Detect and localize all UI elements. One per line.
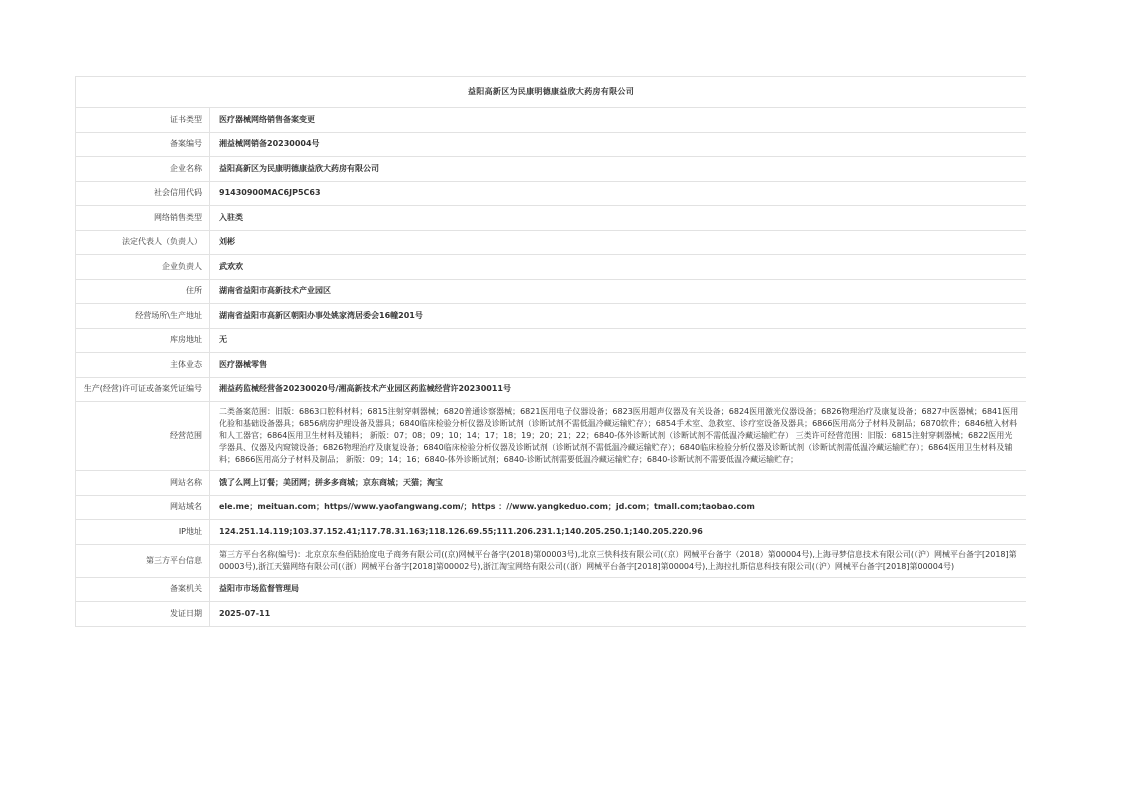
certificate-type-label: 证书类型 (76, 108, 210, 133)
warehouse-address-label: 库房地址 (76, 328, 210, 353)
row-ip-address (76, 520, 1027, 545)
filing-number-value: 湘益械网销备20230004号 (210, 132, 1027, 157)
residence-label: 住所 (76, 279, 210, 304)
row-business-scope (76, 402, 1027, 471)
filing-number-label: 备案编号 (76, 132, 210, 157)
row-website-name (76, 471, 1027, 496)
filing-authority-label: 备案机关 (76, 577, 210, 602)
row-sales-type (76, 206, 1027, 231)
residence-value: 湖南省益阳市高新技术产业园区 (210, 279, 1027, 304)
row-warehouse-address (76, 328, 1027, 353)
website-domain-value: ele.me；meituan.com；https//www.yaofangwang.com/；https ：//www.yangkeduo.com；jd.com；tmall.com;taobao.com (210, 495, 1027, 520)
row-filing-authority (76, 577, 1027, 602)
license-number-value: 湘益药监械经营备20230020号/湘高新技术产业园区药监械经营许20230011号 (210, 377, 1027, 402)
website-domain-label: 网站域名 (76, 495, 210, 520)
warehouse-address-value: 无 (210, 328, 1027, 353)
issue-date-value: 2025-07-11 (210, 602, 1027, 627)
business-scope-label: 经营范围 (76, 402, 210, 471)
row-license-number (76, 377, 1027, 402)
business-scope-value: 二类备案范围：旧版：6863口腔科材料；6815注射穿刺器械；6820普通诊察器械；6821医用电子仪器设备；6823医用超声仪器及有关设备；6824医用激光仪器设备；6826物理治疗及康复设备；6827中医器械；6841医用化验和基础设备器具；6856病房护理设备及器具；6840临床检验分析仪器及诊断试剂（诊断试剂不需低温冷藏运输贮存）；6854手术室、急救室、诊疗室设备及器具；6866医用高分子材料及制品；6870软件；6846植入材料和人工器官；6864医用卫生材料及辅料； 新版：07；08；09；10；14；17；18；19；20；21；22；6840-体外诊断试剂（诊断试剂不需低温冷藏运输贮存） 三类许可经营范围：旧版：6815注射穿刺器械；6822医用光学器具、仪器及内窥镜设备；6826物理治疗及康复设备；6840临床检验分析仪器及诊断试剂（诊断试剂不需低温冷藏运输贮存）；6840临床检验分析仪器及诊断试剂（诊断试剂需低温冷藏运输贮存）；6864医用卫生材料及辅料；6866医用高分子材料及制品； 新版：09；14；16；6840-体外诊断试剂；6840-诊断试剂需要低温冷藏运输贮存；6840-诊断试剂不需要低温冷藏运输贮存； (210, 402, 1027, 471)
company-title: 益阳高新区为民康明德康益欣大药房有限公司 (76, 77, 1027, 108)
credit-code-label: 社会信用代码 (76, 181, 210, 206)
row-residence (76, 279, 1027, 304)
legal-representative-label: 法定代表人（负责人） (76, 230, 210, 255)
record-table (75, 76, 1026, 627)
enterprise-manager-label: 企业负责人 (76, 255, 210, 280)
row-certificate-type (76, 108, 1027, 133)
sales-type-label: 网络销售类型 (76, 206, 210, 231)
row-filing-number (76, 132, 1027, 157)
business-format-label: 主体业态 (76, 353, 210, 378)
row-business-address (76, 304, 1027, 329)
third-party-platform-label: 第三方平台信息 (76, 544, 210, 577)
filing-authority-value: 益阳市市场监督管理局 (210, 577, 1027, 602)
row-website-domain (76, 495, 1027, 520)
row-third-party-platform (76, 544, 1027, 577)
certificate-type-value: 医疗器械网络销售备案变更 (210, 108, 1027, 133)
license-number-label: 生产(经营)许可证或备案凭证编号 (76, 377, 210, 402)
company-name-value: 益阳高新区为民康明德康益欣大药房有限公司 (210, 157, 1027, 182)
title-row (76, 77, 1027, 108)
issue-date-label: 发证日期 (76, 602, 210, 627)
row-issue-date (76, 602, 1027, 627)
company-name-label: 企业名称 (76, 157, 210, 182)
row-business-format (76, 353, 1027, 378)
website-name-value: 饿了么网上订餐；美团网；拼多多商城；京东商城；天猫；淘宝 (210, 471, 1027, 496)
sales-type-value: 入驻类 (210, 206, 1027, 231)
third-party-platform-value: 第三方平台名称(编号)：北京京东叁佰陆拾度电子商务有限公司((京)网械平台备字(2018)第00003号),北京三快科技有限公司(（京）网械平台备字（2018）第00004号),上海寻梦信息技术有限公司(（沪）网械平台备字[2018]第00003号),浙江天猫网络有限公司(（浙）网械平台备字[2018]第00002号),浙江淘宝网络有限公司(（浙）网械平台备字[2018]第00004号),上海拉扎斯信息科技有限公司(（沪）网械平台备字[2018]第00004号) (210, 544, 1027, 577)
business-address-label: 经营场所\生产地址 (76, 304, 210, 329)
ip-address-value: 124.251.14.119;103.37.152.41;117.78.31.163;118.126.69.55;111.206.231.1;140.205.250.1;140.205.220.96 (210, 520, 1027, 545)
business-format-value: 医疗器械零售 (210, 353, 1027, 378)
ip-address-label: IP地址 (76, 520, 210, 545)
row-credit-code (76, 181, 1027, 206)
record-sheet (75, 76, 1026, 627)
row-legal-representative (76, 230, 1027, 255)
website-name-label: 网站名称 (76, 471, 210, 496)
row-company-name (76, 157, 1027, 182)
enterprise-manager-value: 武欢欢 (210, 255, 1027, 280)
legal-representative-value: 刘彬 (210, 230, 1027, 255)
row-enterprise-manager (76, 255, 1027, 280)
credit-code-value: 91430900MAC6JP5C63 (210, 181, 1027, 206)
business-address-value: 湖南省益阳市高新区朝阳办事处姚家湾居委会16幢201号 (210, 304, 1027, 329)
